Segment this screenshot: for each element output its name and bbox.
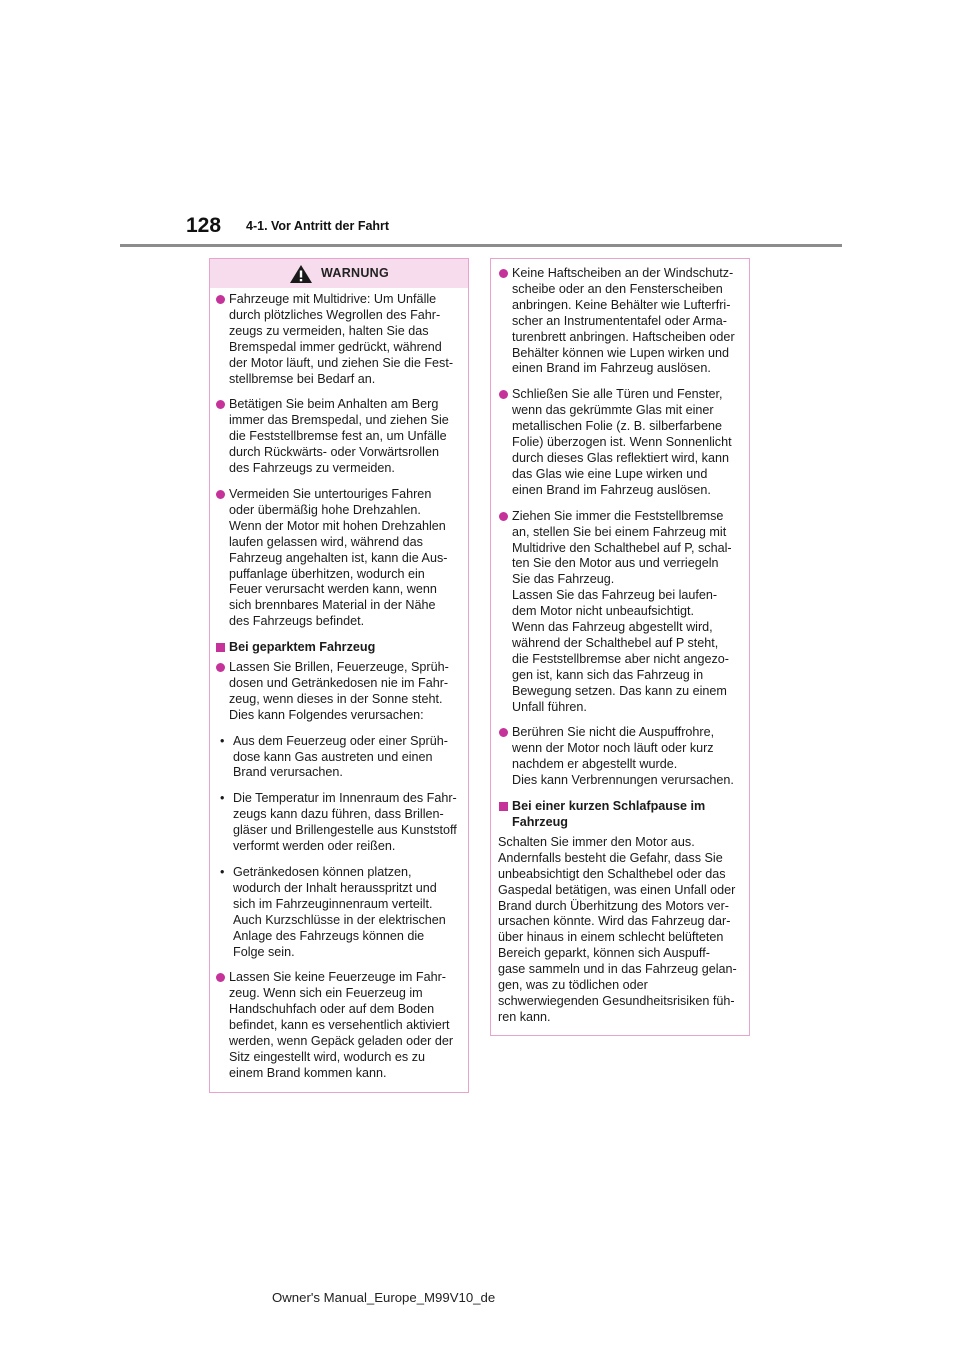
warning-box-right [490,258,750,1036]
text-line: nachdem er abgestellt wurde. [512,757,678,772]
text-line: einem Brand kommen kann. [229,1065,387,1080]
text-line: Feuer verursacht werden kann, wenn [229,582,437,597]
text-line: verformt werden oder reißen. [233,839,396,854]
text-line: Die Temperatur im Innenraum des Fahr- [233,791,457,806]
text-line: metallischen Folie (z. B. silberfarbene [512,419,722,434]
text-line: laufen gelassen wird, während das [229,534,423,549]
text-line: Bereich geparkt, können sich Auspuff- [498,946,710,961]
subheading-text: Bei geparktem Fahrzeug [229,640,376,655]
text-line: wenn der Motor noch läuft oder kurz [512,741,714,756]
text-line: turenbrett anbringen. Haftscheiben oder [512,329,735,344]
text-line: des Fahrzeugs befindet. [229,614,365,629]
warning-item [215,292,458,387]
text-line: die Feststellbremse aber nicht angezo- [512,651,730,666]
warning-item [498,266,741,377]
text-line: an, stellen Sie bei einem Fahrzeug mit [512,524,727,539]
text-line: Schließen Sie alle Türen und Fenster, [512,387,723,402]
header-divider [120,244,842,247]
subheading-nap [498,799,741,831]
warning-item [498,509,741,716]
text-line: Dies kann Verbrennungen verursachen. [512,773,734,788]
text-line: gläser und Brillengestelle aus Kunststoff [233,823,457,838]
text-line: scheibe oder an den Fensterscheiben [512,281,723,296]
text-line: Auch Kurzschlüsse in der elektrischen [233,912,446,927]
text-line: unbeabsichtigt den Schalthebel oder das [498,866,726,881]
nap-paragraph [498,835,741,1026]
text-line: Getränkedosen können platzen, [233,865,412,879]
warning-item [215,487,458,630]
text-line: oder übermäßig hohe Drehzahlen. [229,502,421,517]
text-line: Schalten Sie immer den Motor aus. [498,834,695,849]
page-number: 128 [186,214,222,237]
text-line: über hinaus in einem schlecht belüfteten [498,930,724,945]
text-line: das Glas wie eine Lupe wirken und [512,466,708,481]
text-line: Wenn der Motor mit hohen Drehzahlen [229,518,446,533]
bullet-mark: • [220,733,225,748]
warning-item [498,387,741,498]
pink-dot-icon [499,728,508,737]
text-line: Fahrzeug [512,815,568,829]
warning-item [215,970,458,1081]
text-line: Ziehen Sie immer die Feststellbremse [512,508,724,523]
text-line: dosen und Getränkedosen nie im Fahr- [229,675,449,690]
text-line: zeug, wenn dieses in der Sonne steht. [229,691,443,706]
text-line: zeugs kann dazu führen, dass Brillen- [233,807,444,822]
text-line: ursachen könnte. Wird das Fahrzeug dar- [498,914,731,929]
pink-dot-icon [216,295,225,304]
warning-item [215,660,458,724]
warning-item-text [512,725,741,789]
text-line: zeug. Wenn sich ein Feuerzeug im [229,986,423,1001]
text-line: durch Rückwärts- oder Vorwärtsrollen [229,445,439,460]
text-line: gen ist, kann sich das Fahrzeug in [512,667,704,682]
text-line: Berühren Sie nicht die Auspuffrohre, [512,725,715,740]
pink-dot-icon [499,390,508,399]
text-line: Anlage des Fahrzeugs können die [233,928,425,943]
text-line: Fahrzeuge mit Multidrive: Um Unfälle [229,292,437,306]
pink-dot-icon [216,400,225,409]
text-line: durch dieses Glas reflektiert wird, kann [512,450,729,465]
text-line: stellbremse bei Bedarf an. [229,371,376,386]
text-line: befindet, kann es versehentlich aktiviert [229,1018,450,1033]
bullet-item-text [233,865,458,960]
text-line: der Motor läuft, und ziehen Sie die Fest- [229,355,454,370]
subheading-text [512,799,741,831]
text-line: durch plötzliches Wegrollen des Fahr- [229,307,441,322]
text-line: Lassen Sie das Fahrzeug bei laufen- [512,588,718,603]
pink-square-icon [216,643,225,652]
text-line: Keine Haftscheiben an der Windschutz- [512,266,734,280]
text-line: Bewegung setzen. Das kann zu einem [512,683,727,698]
text-line: scher an Instrumententafel oder Arma- [512,313,727,328]
text-line: anbringen. Keine Behälter wie Lufterfri- [512,297,731,312]
warning-item-text [229,397,458,477]
text-line: Aus dem Feuerzeug oder einer Sprüh- [233,733,448,748]
warning-item-text [229,487,458,630]
text-line: Behälter können wie Lupen wirken und [512,345,730,360]
text-line: Unfall führen. [512,699,587,714]
warning-title: WARNUNG [320,265,390,280]
text-line: Brand verursachen. [233,765,343,780]
text-line: sich brennbares Material in der Nähe [229,598,436,613]
text-line: Sie das Fahrzeug. [512,572,615,587]
text-line: wodurch der Inhalt herausspritzt und [233,880,437,895]
text-line: puffanlage überhitzen, wodurch ein [229,566,425,581]
warning-item-text [229,970,458,1081]
bullet-item [215,734,458,782]
pink-dot-icon [216,663,225,672]
warning-item-text [512,266,741,377]
warning-item [498,725,741,789]
text-line: einen Brand im Fahrzeug auslösen. [512,361,711,376]
bullet-item [215,791,458,855]
text-line: Gaspedal betätigen, was einen Unfall oder [498,882,736,897]
text-line: gen, was zu tödlichen oder [498,978,648,993]
text-line: ten Sie den Motor aus und verriegeln [512,556,719,571]
text-line: Handschuhfach oder auf dem Boden [229,1002,435,1017]
bullet-item-text [233,734,458,782]
text-line: immer das Bremspedal, und ziehen Sie [229,413,449,428]
text-line: dem Motor nicht unbeaufsichtigt. [512,604,695,619]
text-line: Dies kann Folgendes verursachen: [229,707,424,722]
text-line: Vermeiden Sie untertouriges Fahren [229,486,432,501]
text-line: während der Schalthebel auf P steht, [512,635,719,650]
warning-box-left [209,258,469,1093]
footer-text: Owner's Manual_Europe_M99V10_de [272,1290,496,1305]
text-line: Andernfalls besteht die Gefahr, dass Sie [498,850,723,865]
text-line: dose kann Gas austreten und einen [233,749,433,764]
pink-square-icon [499,802,508,811]
text-line: wenn das gekrümmte Glas mit einer [512,403,714,418]
pink-dot-icon [499,269,508,278]
pink-dot-icon [216,490,225,499]
text-line: einen Brand im Fahrzeug auslösen. [512,482,711,497]
subheading-parked-vehicle [215,640,458,656]
pink-dot-icon [216,973,225,982]
pink-dot-icon [499,512,508,521]
warning-header [210,259,468,288]
text-line: die Feststellbremse fest an, um Unfälle [229,429,447,444]
text-line: Lassen Sie keine Feuerzeuge im Fahr- [229,970,447,985]
warning-item-text [512,509,741,716]
warning-item-text [229,292,458,387]
warning-item [215,397,458,477]
warning-item-text [229,660,458,724]
text-line: Brand durch Überhitzung des Motors ver- [498,898,729,913]
text-line: sich im Fahrzeuginnenraum verteilt. [233,896,433,911]
text-line: Sitz eingestellt wird, wodurch es zu [229,1049,425,1064]
text-line: Bremspedal immer gedrückt, während [229,339,442,354]
text-line: Multidrive den Schalthebel auf P, schal- [512,540,732,555]
text-line: Betätigen Sie beim Anhalten am Berg [229,397,439,412]
bullet-item [215,865,458,960]
text-line: gase sammeln und in das Fahrzeug gelan- [498,962,737,977]
warning-triangle-icon [289,264,313,284]
text-line: Folie) überzogen ist. Wenn Sonnenlicht [512,435,732,450]
text-line: schwerwiegenden Gesundheitsrisiken füh- [498,993,735,1008]
bullet-mark: • [220,865,225,879]
bullet-mark: • [220,791,225,806]
warning-item-text [512,387,741,498]
text-line: Wenn das Fahrzeug abgestellt wird, [512,620,713,635]
section-title: 4-1. Vor Antritt der Fahrt [246,219,390,233]
text-line: ren kann. [498,1009,551,1024]
text-line: zeugs zu vermeiden, halten Sie das [229,323,429,338]
text-line: des Fahrzeugs zu vermeiden. [229,461,395,476]
text-line: Lassen Sie Brillen, Feuerzeuge, Sprüh- [229,660,449,675]
text-line: Folge sein. [233,944,295,959]
text-line: werden, wenn Gepäck geladen oder der [229,1034,454,1049]
text-line: Fahrzeug angehalten ist, kann die Aus- [229,550,448,565]
text-line: Bei einer kurzen Schlafpause im [512,799,706,814]
bullet-item-text [233,791,458,855]
